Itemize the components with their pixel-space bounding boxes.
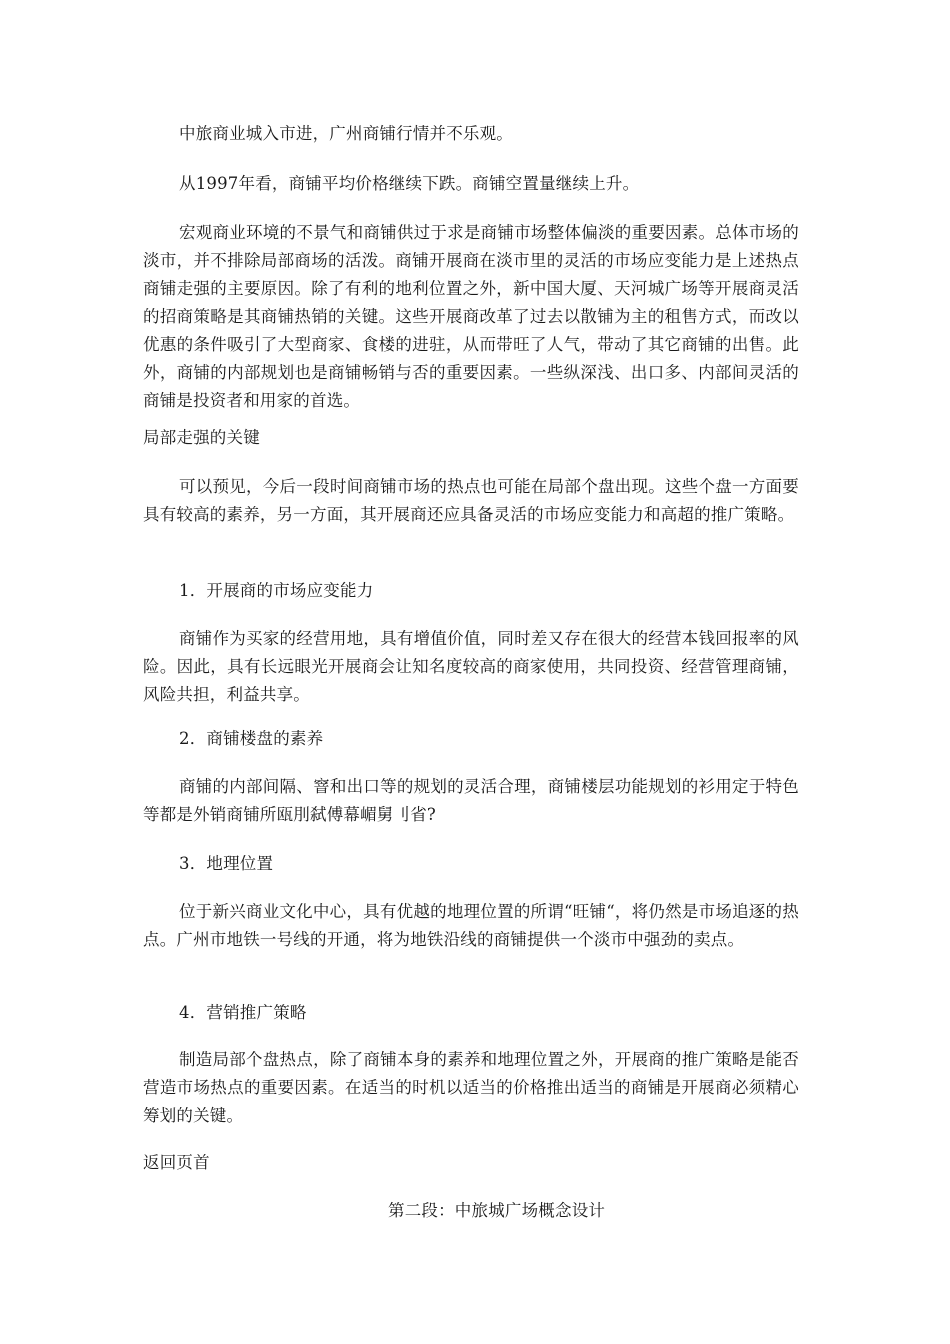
item-body-2: 商铺的内部间隔、窨和出口等的规划的灵活合理，商铺楼层功能规划的衫用定于特色等都是外销商铺所瓯刖弑傅幕嵋舅刂省? (143, 777, 799, 824)
section-heading: 局部走强的关键 (143, 428, 260, 447)
paragraph-section-intro: 可以预见，今后一段时间商铺市场的热点也可能在局部个盘出现。这些个盘一方面要具有较高的素养，另一方面，其开展商还应具备灵活的市场应变能力和高超的推广策略。 (143, 477, 799, 524)
item-title-3: 3．地理位置 (179, 854, 274, 873)
item-body-4: 制造局部个盘热点，除了商铺本身的素养和地理位置之外，开展商的推广策略是能否营造市场热点的重要因素。在适当的时机以适当的价格推出适当的商铺是开展商必须精心筹划的关键。 (143, 1050, 799, 1125)
item-title-4: 4．营销推广策略 (179, 1003, 307, 1022)
paragraph-market-intro: 中旅商业城入市进，广州商铺行情并不乐观。 (179, 124, 513, 143)
back-to-top-link[interactable]: 返回页首 (143, 1153, 210, 1172)
back-to-top-paragraph (143, 1149, 799, 1177)
item-body-3: 位于新兴商业文化中心，具有优越的地理位置的所谓“旺铺“，将仍然是市场追逐的热点。广州市地铁一号线的开通，将为地铁沿线的商铺提供一个淡市中强劲的卖点。 (143, 902, 799, 949)
paragraph-macro-environment: 宏观商业环境的不景气和商铺供过于求是商铺市场整体偏淡的重要因素。总体市场的淡市，并不排除局部商场的活泼。商铺开展商在淡市里的灵活的市场应变能力是上述热点商铺走强的主要原因。除了有利的地利位置之外，新中国大厦、天河城广场等开展商灵活的招商策略是其商铺热销的关键。这些开展商改革了过去以散铺为主的租售方式，而改以优惠的条件吸引了大型商家、食楼的进驻，从而带旺了人气，带动了其它商铺的出售。此外，商铺的内部规划也是商铺畅销与否的重要因素。一些纵深浅、出口多、内部间灵活的商铺是投资者和用家的首选。 (143, 223, 799, 410)
item-body-1: 商铺作为买家的经营用地，具有增值价值，同时差又存在很大的经营本钱回报率的风险。因此，具有长远眼光开展商会让知名度较高的商家使用，共同投资、经营管理商铺，风险共担，利益共享。 (143, 629, 799, 704)
paragraph-1997-prices: 从1997年看，商铺平均价格继续下跌。商铺空置量继续上升。 (179, 174, 640, 193)
item-title-1: 1．开展商的市场应变能力 (179, 581, 374, 600)
next-section-title: 第二段：中旅城广场概念设计 (388, 1201, 606, 1220)
item-title-2: 2．商铺楼盘的素养 (179, 729, 324, 748)
